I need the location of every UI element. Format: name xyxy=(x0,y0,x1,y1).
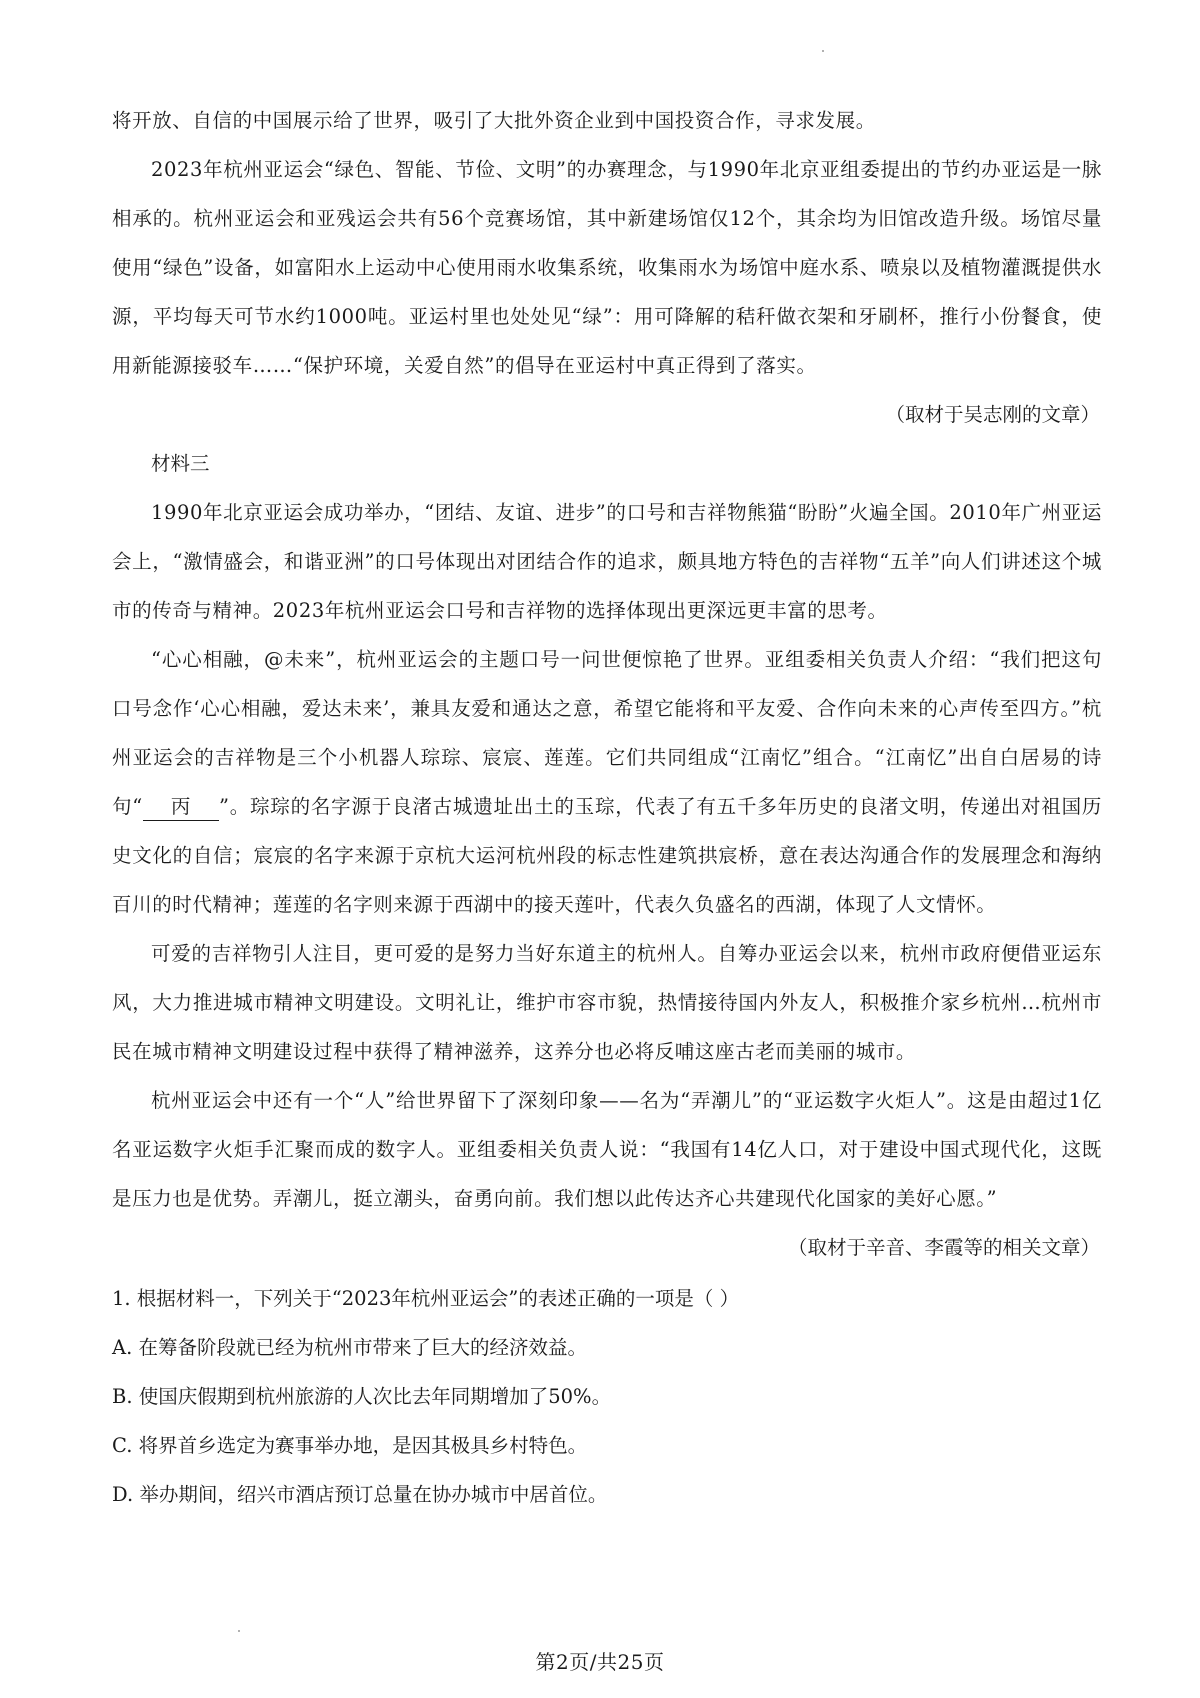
document-page xyxy=(112,96,1102,1519)
option-c[interactable]: C. 将界首乡选定为赛事举办地，是因其极具乡村特色。 xyxy=(112,1434,588,1457)
source-note-xinyin: （取材于辛音、李霞等的相关文章） xyxy=(787,1236,1100,1259)
fill-in-blank: 丙 xyxy=(143,794,219,821)
material-three-heading: 材料三 xyxy=(151,452,210,475)
paragraph-hangzhou-people: 可爱的吉祥物引人注目，更可爱的是努力当好东道主的杭州人。自筹办亚运会以来，杭州市政府便借亚运东风，大力推进城市精神文明建设。文明礼让，维护市容市貌，热情接待国内外友人，积极推介家乡杭州…杭州市民在城市精神文明建设过程中获得了精神滋养，这养分也必将反哺这座古老而美丽的城市。 xyxy=(112,942,1102,1063)
paragraph-mascots xyxy=(112,635,1102,929)
paragraph-digital-torchbearer: 杭州亚运会中还有一个“人”给世界留下了深刻印象——名为“弄潮儿”的“亚运数字火炬人”。这是由超过1亿名亚运数字火炬手汇聚而成的数字人。亚组委相关负责人说：“我国有14亿人口，对于建设中国式现代化，这既是压力也是优势。弄潮儿，挺立潮头，奋勇向前。我们想以此传达齐心共建现代化国家的美好心愿。” xyxy=(112,1089,1102,1210)
paragraph-green-games: 2023年杭州亚运会“绿色、智能、节俭、文明”的办赛理念，与1990年北京亚组委提出的节约办亚运是一脉相承的。杭州亚运会和亚残运会共有56个竞赛场馆，其中新建场馆仅12个，其余均为旧馆改造升级。场馆尽量使用“绿色”设备，如富阳水上运动中心使用雨水收集系统，收集雨水为场馆中庭水系、喷泉以及植物灌溉提供水源，平均每天可节水约1000吨。亚运村里也处处见“绿”：用可降解的秸秆做衣架和牙刷杯，推行小份餐食，使用新能源接驳车……“保护环境，关爱自然”的倡导在亚运村中真正得到了落实。 xyxy=(112,158,1102,377)
paragraph-slogans-history: 1990年北京亚运会成功举办，“团结、友谊、进步”的口号和吉祥物熊猫“盼盼”火遍全国。2010年广州亚运会上，“激情盛会，和谐亚洲”的口号体现出对团结合作的追求，颇具地方特色的吉祥物“五羊”向人们讲述这个城市的传奇与精神。2023年杭州亚运会口号和吉祥物的选择体现出更深远更丰富的思考。 xyxy=(112,501,1102,622)
scan-speck xyxy=(238,1630,240,1632)
question-stem: 1. 根据材料一，下列关于“2023年杭州亚运会”的表述正确的一项是（ ） xyxy=(112,1287,740,1310)
option-b[interactable]: B. 使国庆假期到杭州旅游的人次比去年同期增加了50%。 xyxy=(112,1385,612,1408)
option-d[interactable]: D. 举办期间，绍兴市酒店预订总量在协办城市中居首位。 xyxy=(112,1483,608,1506)
option-a[interactable]: A. 在筹备阶段就已经为杭州市带来了巨大的经济效益。 xyxy=(112,1336,587,1359)
page-footer: 第2页/共25页 xyxy=(535,1650,665,1674)
question-1 xyxy=(112,1274,1102,1519)
scan-speck xyxy=(822,50,824,52)
paragraph-continuation: 将开放、自信的中国展示给了世界，吸引了大批外资企业到中国投资合作，寻求发展。 xyxy=(112,109,876,132)
mascot-text-after: ”。琮琮的名字源于良渚古城遗址出土的玉琮，代表了有五千多年历史的良渚文明，传递出对祖国历史文化的自信；宸宸的名字来源于京杭大运河杭州段的标志性建筑拱宸桥，意在表达沟通合作的发展理念和海纳百川的时代精神；莲莲的名字则来源于西湖中的接天莲叶，代表久负盛名的西湖，体现了人文情怀。 xyxy=(112,795,1102,916)
source-note-wu: （取材于吴志刚的文章） xyxy=(885,403,1100,426)
mascot-text-before: “心心相融，@未来”，杭州亚运会的主题口号一问世便惊艳了世界。亚组委相关负责人介绍：“我们把这句口号念作‘心心相融，爱达未来’，兼具友爱和通达之意，希望它能将和平友爱、合作向未来的心声传至四方。”杭州亚运会的吉祥物是三个小机器人琮琮、宸宸、莲莲。它们共同组成“江南忆”组合。“江南忆”出自白居易的诗句“ xyxy=(112,648,1102,818)
